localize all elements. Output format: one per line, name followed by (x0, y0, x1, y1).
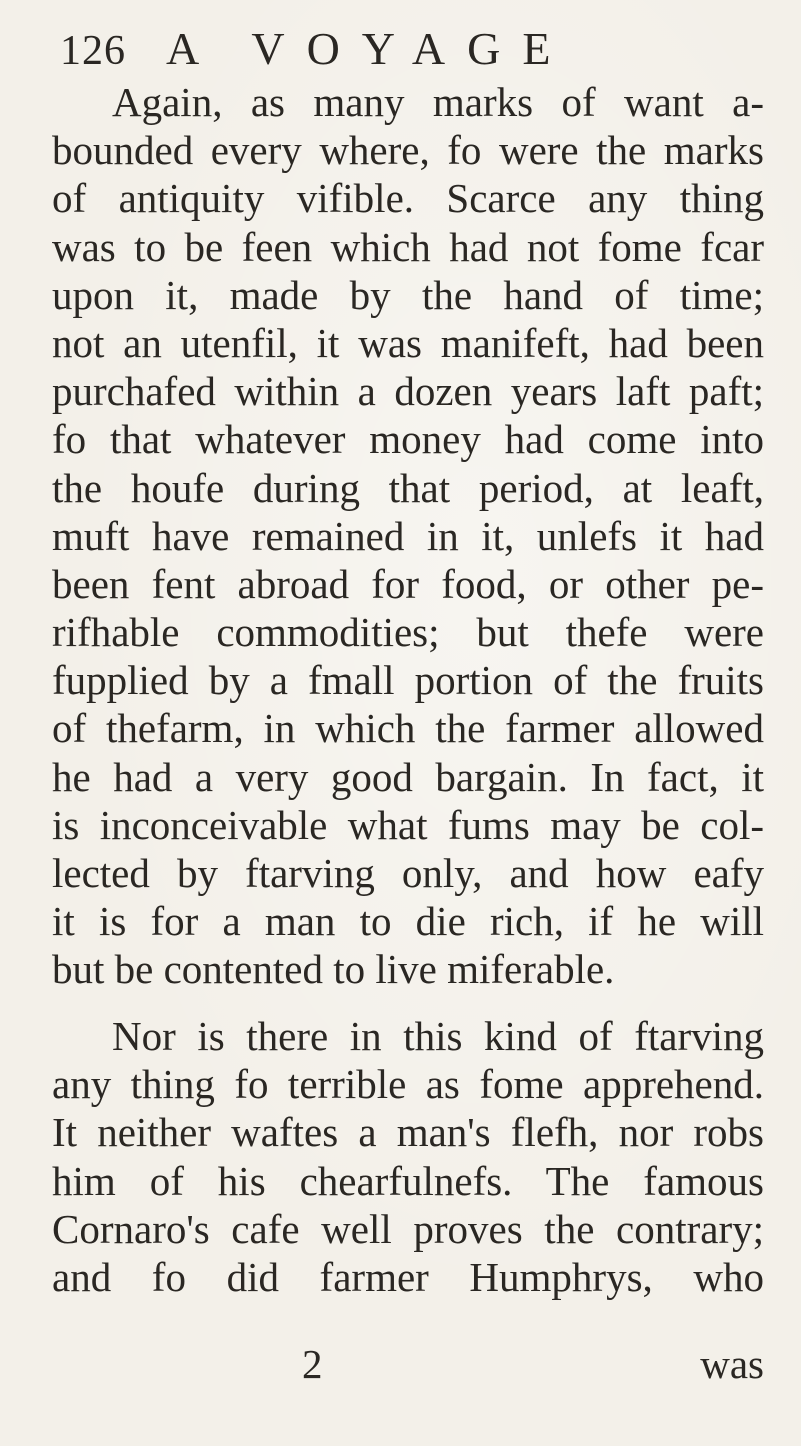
text-line: any thing fo terrible as fome apprehend. (52, 1061, 764, 1108)
text-line: was to be feen which had not fome fcar (52, 223, 764, 270)
paragraph-2 (52, 1012, 764, 1301)
text-line: the houfe during that period, at leaft, (52, 464, 764, 511)
text-line: but be contented to live miferable. (52, 946, 615, 993)
text-line: bounded every where, fo were the marks (52, 127, 764, 174)
text-line: he had a very good bargain. In fact, it (52, 753, 764, 800)
running-title: A VOYAGE (166, 23, 573, 74)
text-line: been fent abroad for food, or other pe- (52, 560, 764, 607)
text-line: Again, as many marks of want a- (112, 79, 764, 125)
text-line: lected by ftarving only, and how eafy (52, 850, 764, 896)
text-line: not an utenfil, it was manifeft, had been (52, 319, 764, 366)
catchword: was (700, 1341, 764, 1387)
text-line: him of his chearfulnefs. The famous (52, 1157, 764, 1204)
text-line: upon it, made by the hand of time; (52, 271, 764, 318)
text-line: fo that whatever money had come into (52, 416, 764, 463)
text-line: of antiquity vifible. Scarce any thing (52, 175, 764, 222)
page-footer (52, 1340, 764, 1388)
text-line: and fo did farmer Humphrys, who (52, 1253, 764, 1300)
text-line: purchafed within a dozen years laft paft; (52, 368, 764, 415)
text-line: is inconceivable what fums may be col- (52, 801, 764, 848)
text-line: it is for a man to die rich, if he will (52, 898, 764, 945)
paragraph-1 (52, 78, 764, 994)
signature-mark: 2 (302, 1341, 323, 1387)
text-line: It neither waftes a man's flefh, nor robs (52, 1109, 764, 1156)
text-line: of thefarm, in which the farmer allowed (52, 705, 764, 752)
text-line: fupplied by a fmall portion of the fruits (52, 657, 764, 704)
text-line: rifhable commodities; but thefe were (52, 609, 764, 656)
text-line: muft have remained in it, unlefs it had (52, 512, 764, 559)
page-number: 126 (60, 28, 126, 74)
text-line: Nor is there in this kind of ftarving (112, 1013, 764, 1059)
text-line: Cornaro's cafe well proves the contrary; (52, 1205, 764, 1252)
page-header (60, 22, 761, 82)
